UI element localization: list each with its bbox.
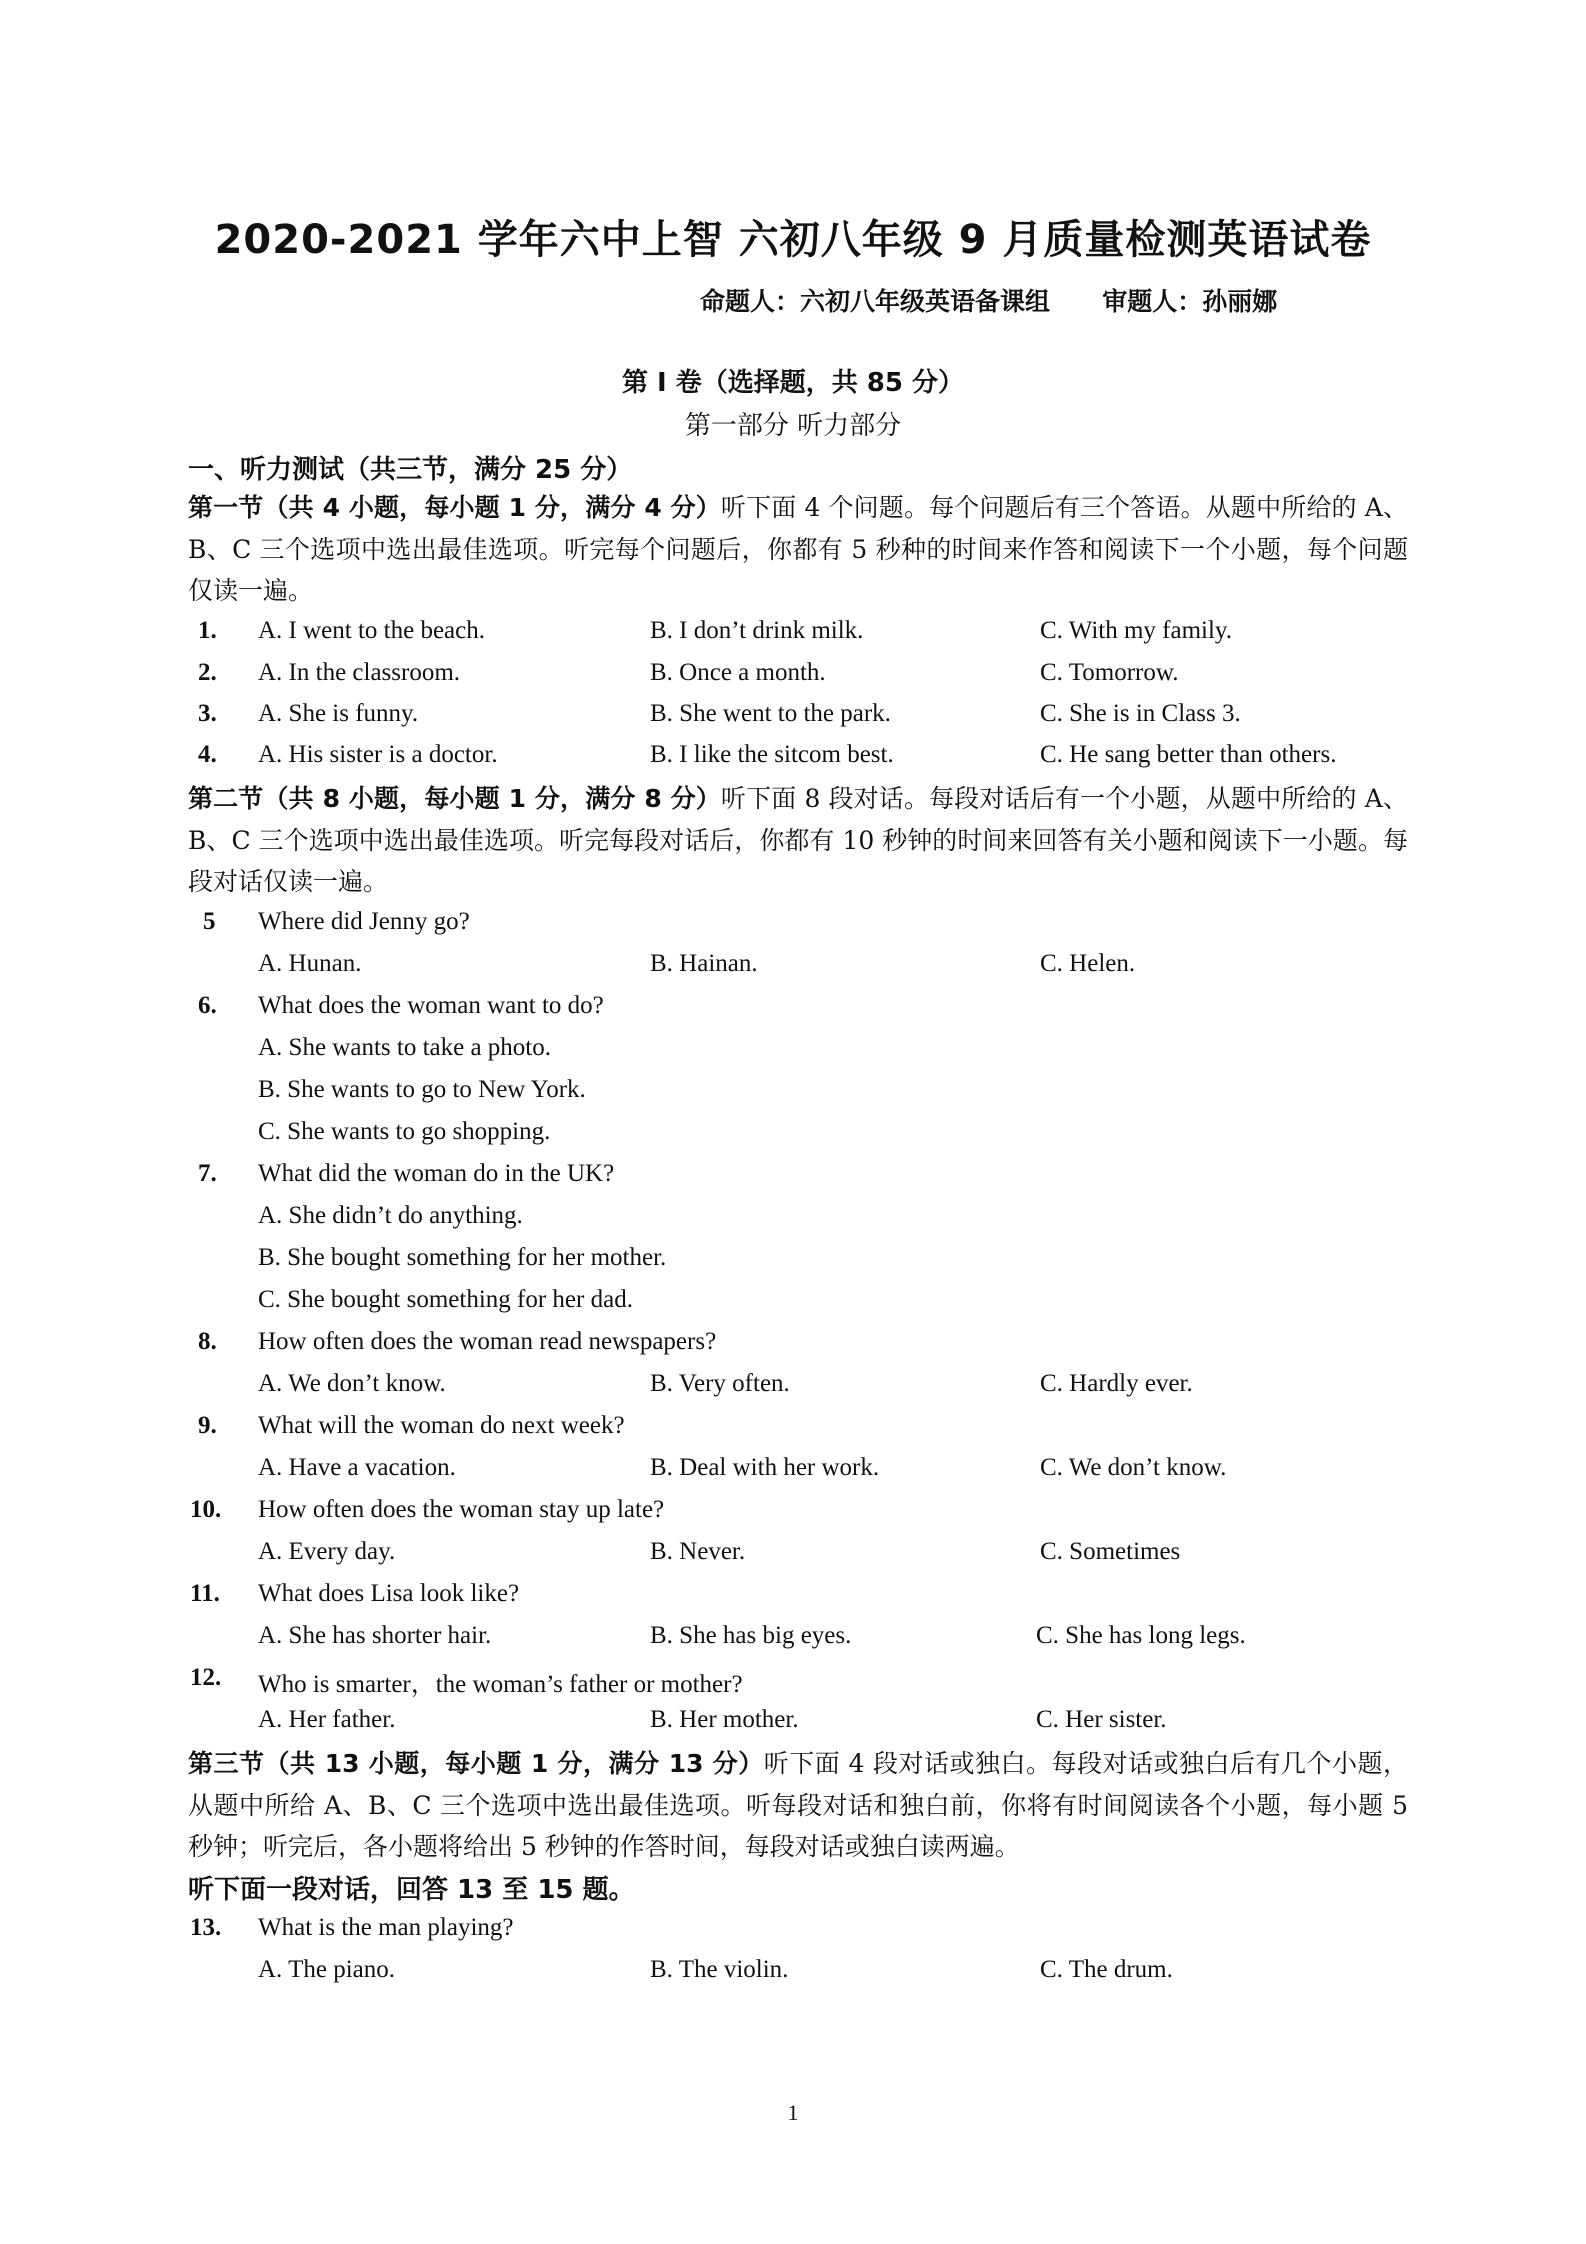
page-number: 1: [787, 2100, 799, 2125]
question-11-stem: [0, 1580, 1586, 1620]
question-9-options: [0, 1454, 1586, 1494]
section2-label: 第二节（共 8 小题，每小题 1 分，满分 8 分）: [188, 784, 721, 813]
option-a: A. Have a vacation.: [258, 1454, 456, 1481]
question-number: 6.: [198, 992, 217, 1019]
option-a: A. She didn’t do anything.: [258, 1202, 523, 1229]
question-text: What does Lisa look like?: [258, 1580, 520, 1607]
section3-text: 听下面 4 段对话或独白。每段对话或独白后有几个小题，从题中所给 A、B、C 三个选项中选出最佳选项。听每段对话和独白前，你将有时间阅读各个小题，每小题 5 秒钟；听完后，各小题将给出 5 秒钟的作答时间，每段对话或独白读两遍。: [188, 1749, 1408, 1861]
question-4: [0, 741, 1586, 781]
option-c: C. She bought something for her dad.: [258, 1286, 633, 1313]
question-number: 2.: [198, 659, 217, 686]
dialogue-subheading: 听下面一段对话，回答 13 至 15 题。: [188, 1875, 635, 1905]
option-c: C. She wants to go shopping.: [258, 1118, 551, 1145]
question-11-options: [0, 1622, 1586, 1662]
option-b: B. I don’t drink milk.: [650, 617, 864, 644]
question-3: [0, 700, 1586, 740]
option-b: B. She went to the park.: [650, 700, 891, 727]
question-number: 1.: [198, 617, 217, 644]
listening-heading: 一、听力测试（共三节，满分 25 分）: [188, 455, 633, 485]
question-number: 4.: [198, 741, 217, 768]
section3-label: 第三节（共 13 小题，每小题 1 分，满分 13 分）: [188, 1749, 764, 1778]
question-number: 12.: [190, 1664, 222, 1691]
question-number: 10.: [190, 1496, 222, 1523]
question-5-stem: [0, 908, 1586, 948]
section2-text: 听下面 8 段对话。每段对话后有一个小题，从题中所给的 A、B、C 三个选项中选出最佳选项。听完每段对话后，你都有 10 秒钟的时间来回答有关小题和阅读下一小题。每段对话仅读一遍。: [188, 784, 1408, 896]
option-b: B. Hainan.: [650, 950, 758, 977]
question-13-options: [0, 1956, 1586, 1996]
question-text: How often does the woman stay up late?: [258, 1496, 665, 1523]
question-number: 13.: [190, 1914, 222, 1941]
question-7-stem: [0, 1160, 1586, 1200]
question-12-options: [0, 1706, 1586, 1746]
section1-label: 第一节（共 4 小题，每小题 1 分，满分 4 分）: [188, 493, 721, 522]
option-a: A. She is funny.: [258, 700, 419, 727]
section1-instructions: [188, 487, 1408, 612]
option-b: B. The violin.: [650, 1956, 789, 1983]
section2-instructions: [188, 778, 1408, 903]
option-c: C. We don’t know.: [1040, 1454, 1227, 1481]
option-c: C. The drum.: [1040, 1956, 1173, 1983]
question-12-stem: [0, 1664, 1586, 1704]
option-b: B. Never.: [650, 1538, 746, 1565]
option-c: C. Sometimes: [1040, 1538, 1181, 1565]
option-b: B. She has big eyes.: [650, 1622, 852, 1649]
question-number: 3.: [198, 700, 217, 727]
option-a: A. The piano.: [258, 1956, 396, 1983]
question-13-stem: [0, 1914, 1586, 1954]
option-a: A. In the classroom.: [258, 659, 461, 686]
option-b: B. Once a month.: [650, 659, 826, 686]
question-number: 7.: [198, 1160, 217, 1187]
volume-heading: 第 I 卷（选择题，共 85 分）: [621, 368, 965, 398]
question-text: What did the woman do in the UK?: [258, 1160, 615, 1187]
question-9-stem: [0, 1412, 1586, 1452]
question-6-option-a: [0, 1034, 1586, 1074]
question-1: [0, 617, 1586, 657]
option-b: B. Deal with her work.: [650, 1454, 880, 1481]
option-b: B. She wants to go to New York.: [258, 1076, 586, 1103]
question-5-options: [0, 950, 1586, 990]
section3-instructions: [188, 1743, 1408, 1868]
exam-title: 2020-2021 学年六中上智 六初八年级 9 月质量检测英语试卷: [214, 217, 1372, 263]
question-text: Who is smarter，the woman’s father or mother?: [258, 1671, 743, 1698]
option-b: B. She bought something for her mother.: [258, 1244, 667, 1271]
question-7-option-c: [0, 1286, 1586, 1326]
option-c: C. Tomorrow.: [1040, 659, 1179, 686]
question-6-option-b: [0, 1076, 1586, 1116]
option-b: B. Her mother.: [650, 1706, 799, 1733]
option-c: C. She is in Class 3.: [1040, 700, 1241, 727]
author-line: 命题人：六初八年级英语备课组 审题人：孙丽娜: [700, 287, 1278, 316]
question-text: What does the woman want to do?: [258, 992, 604, 1019]
option-c: C. Her sister.: [1036, 1706, 1167, 1733]
question-number: 8.: [198, 1328, 217, 1355]
option-a: A. His sister is a doctor.: [258, 741, 498, 768]
option-a: A. She wants to take a photo.: [258, 1034, 552, 1061]
question-number: 9.: [198, 1412, 217, 1439]
part-heading: 第一部分 听力部分: [684, 411, 902, 441]
question-7-option-a: [0, 1202, 1586, 1242]
option-a: A. Every day.: [258, 1538, 396, 1565]
section1-text: 听下面 4 个问题。每个问题后有三个答语。从题中所给的 A、B、C 三个选项中选出最佳选项。听完每个问题后，你都有 5 秒种的时间来作答和阅读下一个小题，每个问题仅读一遍。: [188, 493, 1408, 605]
option-a: A. Hunan.: [258, 950, 362, 977]
option-a: A. Her father.: [258, 1706, 396, 1733]
option-c: C. He sang better than others.: [1040, 741, 1337, 768]
option-a: A. We don’t know.: [258, 1370, 446, 1397]
option-c: C. With my family.: [1040, 617, 1233, 644]
question-6-option-c: [0, 1118, 1586, 1158]
question-10-options: [0, 1538, 1586, 1578]
option-a: A. She has shorter hair.: [258, 1622, 492, 1649]
option-c: C. Hardly ever.: [1040, 1370, 1193, 1397]
option-b: B. Very often.: [650, 1370, 790, 1397]
option-c: C. Helen.: [1040, 950, 1136, 977]
question-text: How often does the woman read newspapers?: [258, 1328, 717, 1355]
question-8-options: [0, 1370, 1586, 1410]
question-6-stem: [0, 992, 1586, 1032]
question-text: What will the woman do next week?: [258, 1412, 625, 1439]
option-c: C. She has long legs.: [1036, 1622, 1246, 1649]
option-b: B. I like the sitcom best.: [650, 741, 894, 768]
question-text: What is the man playing?: [258, 1914, 514, 1941]
option-a: A. I went to the beach.: [258, 617, 486, 644]
question-8-stem: [0, 1328, 1586, 1368]
question-2: [0, 659, 1586, 699]
question-text: Where did Jenny go?: [258, 908, 470, 935]
question-10-stem: [0, 1496, 1586, 1536]
question-number: 5: [203, 908, 216, 935]
question-number: 11.: [190, 1580, 220, 1607]
question-7-option-b: [0, 1244, 1586, 1284]
